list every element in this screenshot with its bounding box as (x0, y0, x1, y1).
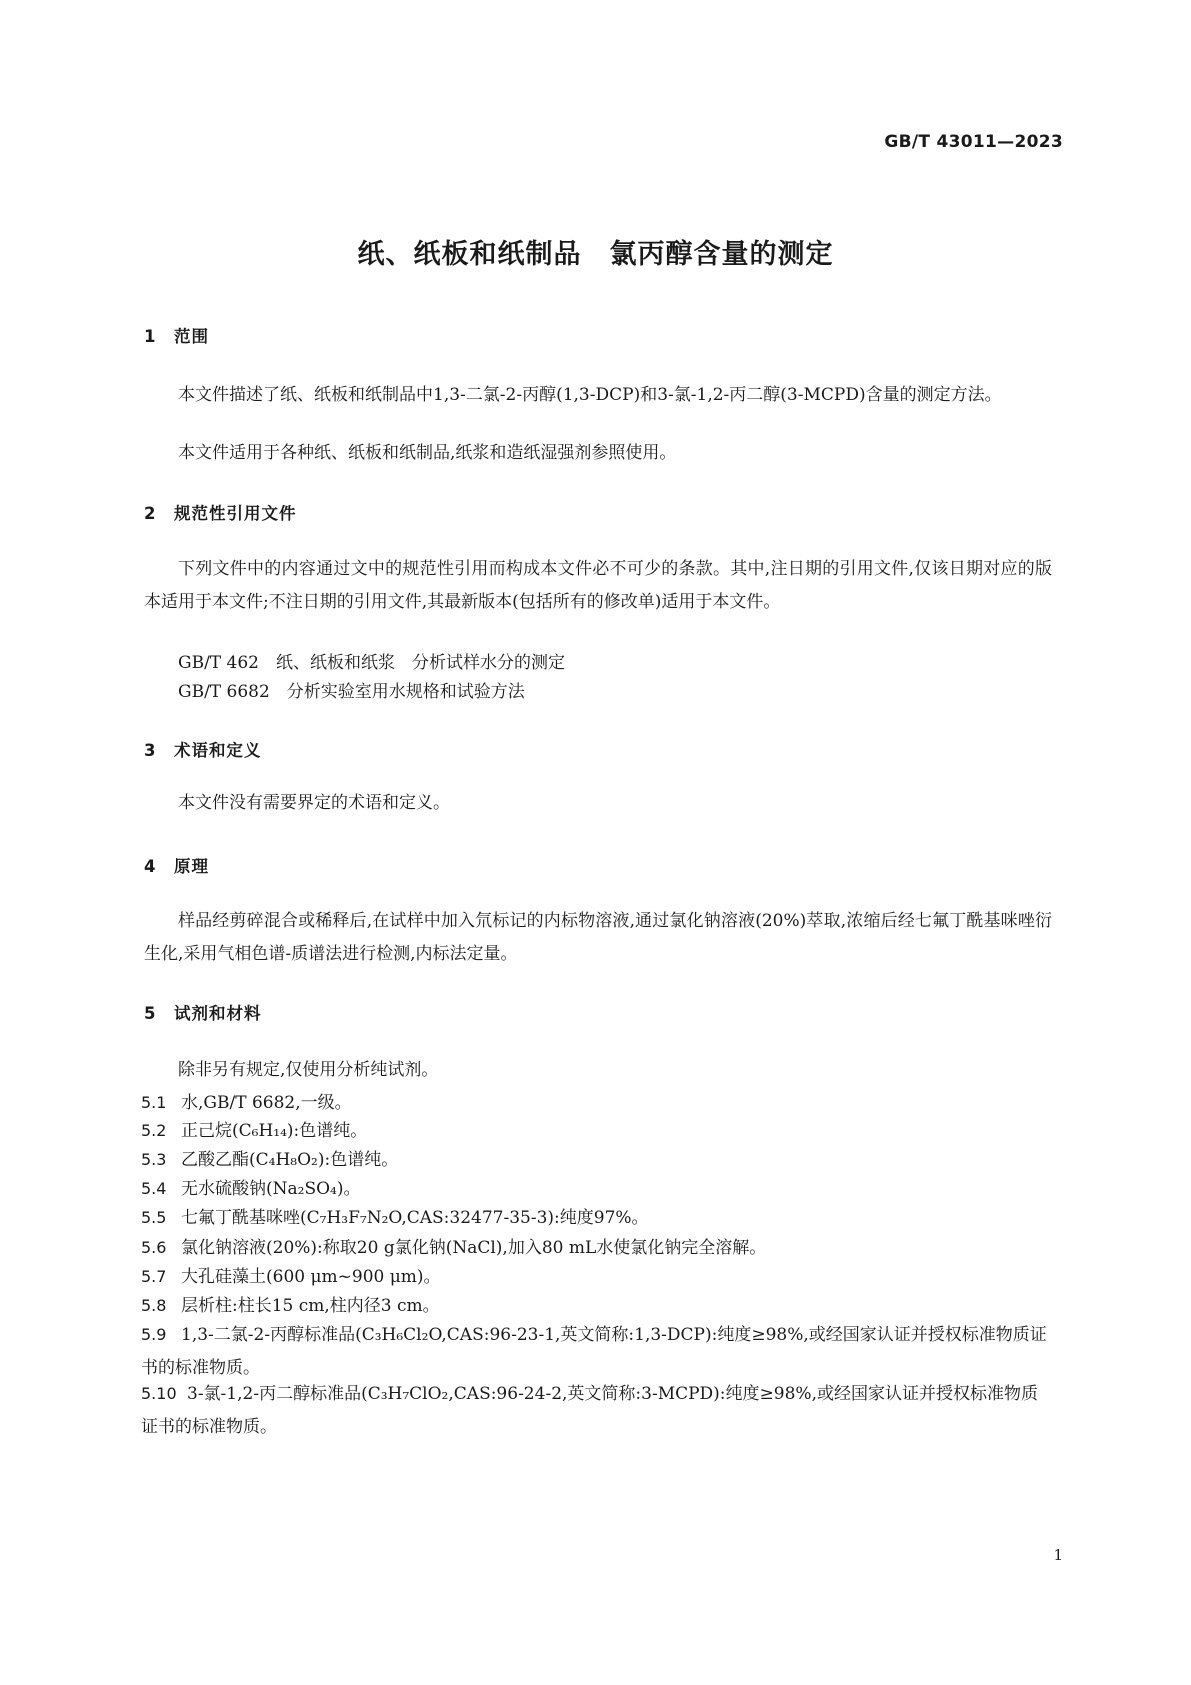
section-number: 5 (144, 1004, 157, 1023)
section-title: 范围 (174, 327, 209, 346)
item-number: 5.5 (141, 1208, 167, 1227)
normative-reference: GB/T 462 纸、纸板和纸浆 分析试样水分的测定 (178, 653, 565, 673)
section-2-heading (144, 500, 297, 524)
page-number: 1 (1053, 1546, 1063, 1564)
item-number: 5.4 (141, 1179, 167, 1198)
section-2-paragraph-1: 下列文件中的内容通过文中的规范性引用而构成本文件必不可少的条款。其中,注日期的引用文件,仅该日期对应的版本适用于本文件;不注日期的引用文件,其最新版本(包括所有的修改单)适用于本文件。 (144, 559, 1052, 612)
standard-code: GB/T 43011—2023 (884, 132, 1063, 152)
section-number: 3 (144, 741, 157, 760)
section-5-intro: 除非另有规定,仅使用分析纯试剂。 (178, 1060, 439, 1080)
item-text: 水,GB/T 6682,一级。 (181, 1093, 352, 1113)
item-number: 5.6 (141, 1238, 167, 1257)
section-4-paragraph-1: 样品经剪碎混合或稀释后,在试样中加入氘标记的内标物溶液,通过氯化钠溶液(20%)萃取,浓缩后经七氟丁酰基咪唑衍生化,采用气相色谱-质谱法进行检测,内标法定量。 (144, 911, 1052, 964)
item-text: 乙酸乙酯(C₄H₈O₂):色谱纯。 (181, 1150, 399, 1170)
item-number: 5.2 (141, 1121, 167, 1140)
item-number: 5.1 (141, 1093, 167, 1112)
section-1-heading (144, 323, 209, 347)
section-1-paragraph-1: 本文件描述了纸、纸板和纸制品中1,3-二氯-2-丙醇(1,3-DCP)和3-氯-1,2-丙二醇(3-MCPD)含量的测定方法。 (178, 385, 1002, 405)
section-3-paragraph-1: 本文件没有需要界定的术语和定义。 (178, 793, 450, 813)
normative-reference: GB/T 6682 分析实验室用水规格和试验方法 (178, 682, 525, 702)
section-number: 2 (144, 504, 157, 523)
item-text: 大孔硅藻土(600 μm~900 μm)。 (181, 1267, 441, 1287)
item-number: 5.7 (141, 1267, 167, 1286)
section-4-heading (144, 853, 209, 877)
item-text: 氯化钠溶液(20%):称取20 g氯化钠(NaCl),加入80 mL水使氯化钠完全溶解。 (181, 1238, 767, 1258)
item-text: 1,3-二氯-2-丙醇标准品(C₃H₆Cl₂O,CAS:96-23-1,英文简称:1,3-DCP):纯度≥98%,或经国家认证并授权标准物质证书的标准物质。 (141, 1325, 1047, 1378)
document-title: 纸、纸板和纸制品 氯丙醇含量的测定 (357, 239, 834, 270)
section-1-paragraph-2: 本文件适用于各种纸、纸板和纸制品,纸浆和造纸湿强剂参照使用。 (178, 443, 677, 463)
item-number: 5.10 (141, 1384, 177, 1403)
section-title: 术语和定义 (174, 741, 262, 760)
list-item (141, 1201, 1053, 1235)
section-title: 规范性引用文件 (174, 504, 297, 523)
item-text: 七氟丁酰基咪唑(C₇H₃F₇N₂O,CAS:32477-35-3):纯度97%。 (181, 1208, 649, 1228)
item-text: 层析柱:柱长15 cm,柱内径3 cm。 (181, 1296, 440, 1316)
section-title: 试剂和材料 (174, 1004, 262, 1023)
item-number: 5.3 (141, 1150, 167, 1169)
section-number: 4 (144, 857, 157, 876)
section-5-heading (144, 1000, 262, 1024)
item-number: 5.9 (141, 1325, 167, 1344)
list-item (141, 1318, 1053, 1385)
section-title: 原理 (174, 857, 209, 876)
list-item (141, 1377, 1053, 1444)
item-text: 正己烷(C₆H₁₄):色谱纯。 (181, 1121, 368, 1141)
item-number: 5.8 (141, 1296, 167, 1315)
item-text: 3-氯-1,2-丙二醇标准品(C₃H₇ClO₂,CAS:96-24-2,英文简称:3-MCPD):纯度≥98%,或经国家认证并授权标准物质证书的标准物质。 (141, 1384, 1038, 1437)
section-number: 1 (144, 327, 157, 346)
section-3-heading (144, 737, 262, 761)
item-text: 无水硫酸钠(Na₂SO₄)。 (181, 1179, 361, 1199)
